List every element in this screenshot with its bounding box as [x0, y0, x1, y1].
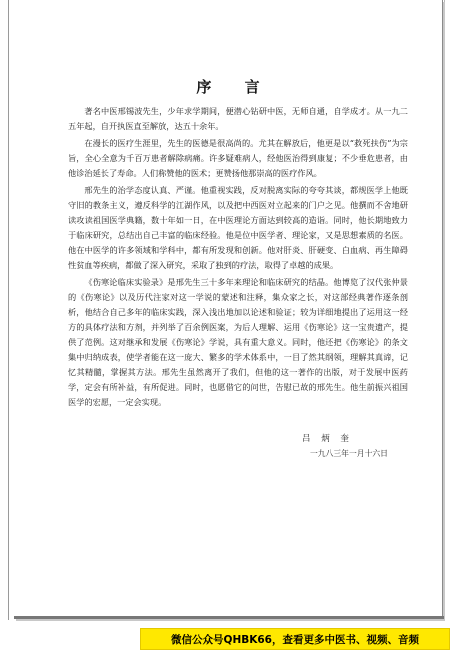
- promo-banner[interactable]: [140, 628, 450, 650]
- promo-banner-text: 微信公众号QHBK66，查看更多中医书、视频、音频: [171, 633, 419, 646]
- document-page: [14, 0, 443, 619]
- page-title: 序 言: [196, 78, 274, 96]
- paragraph-3: 邢先生的治学态度认真、严谨。他重视实践，反对脱离实际的夸夸其谈，都规医学上他既守旧的教条主义，遵反科学的江湖作风，以及把中西医对立起来的门户之见。他撰而不舍地研读攻读祖国医学典籍，数十年如一日，在中医理论方面达到较高的造诣。同时，他长期地致力于临床研究，总结出自己丰富的临床经验。他是位中医学者、理论家，又是思想素质的名医。他在中医学的许多领域和学科中，都有所发现和创新。他对肝炎、肝硬变、白血病、再生障碍性贫血等疾病，都做了深入研究，采取了独到的疗法，取得了卓越的成果。: [68, 185, 408, 270]
- paragraph-2: 在漫长的医疗生涯里，先生的医德是很高尚的。尤其在解放后，他更是以“救死扶伤”为宗旨，全心全意为千百万患者解除病痛。许多疑难病人，经他医治得到康复；不少垂危患者，由他诊治延长了寿命。人们称赞他的医术；更赞扬他那崇高的医疗作风。: [68, 138, 408, 178]
- viewer-right-border: [444, 0, 445, 620]
- preface-body: [68, 104, 408, 412]
- author-signature: 吕 炳 奎: [302, 434, 353, 444]
- signature-date: 一九八三年一月十六日: [310, 449, 388, 458]
- paragraph-4: 《伤寒论临床实验录》是邢先生三十多年来理论和临床研究的结晶。他博览了汉代张仲景的《伤寒论》以及历代注家对这一学说的蒙述和注释，集众家之长，对这部经典著作逐条剖析，他结合自己多年的临床实践，深入浅出地加以论述和验证；较为详细地提出了运用这一经方的具体疗法和方剂，并列举了百余例医案，为后人理解、运用《伤寒论》这一宝贵遗产，提供了范例。这对继承和发展《伤寒论》学说，具有重大意义。同时，他还把《伤寒论》的条文集中归纳成表，使学者能在这一庞大、繁多的学术体系中，一目了然其纲领，理解其真谛，记忆其精髓，掌握其方法。邢先生虽然离开了我们，但他的这一著作的出版，对于发展中医药学，定会有所补益，有所促进。同时，也愿借它的问世，告慰已故的邢先生。他生前振兴祖国医学的宏愿，一定会实现。: [68, 277, 408, 407]
- viewer-left-border: [8, 0, 9, 620]
- page-shadow: [14, 616, 444, 619]
- paragraph-1: 著名中医邢锡波先生，少年求学期间，便潜心钻研中医，无师自通，自学成才。从一九二五年起，自开执医直至解放，达五十余年。: [68, 106, 408, 131]
